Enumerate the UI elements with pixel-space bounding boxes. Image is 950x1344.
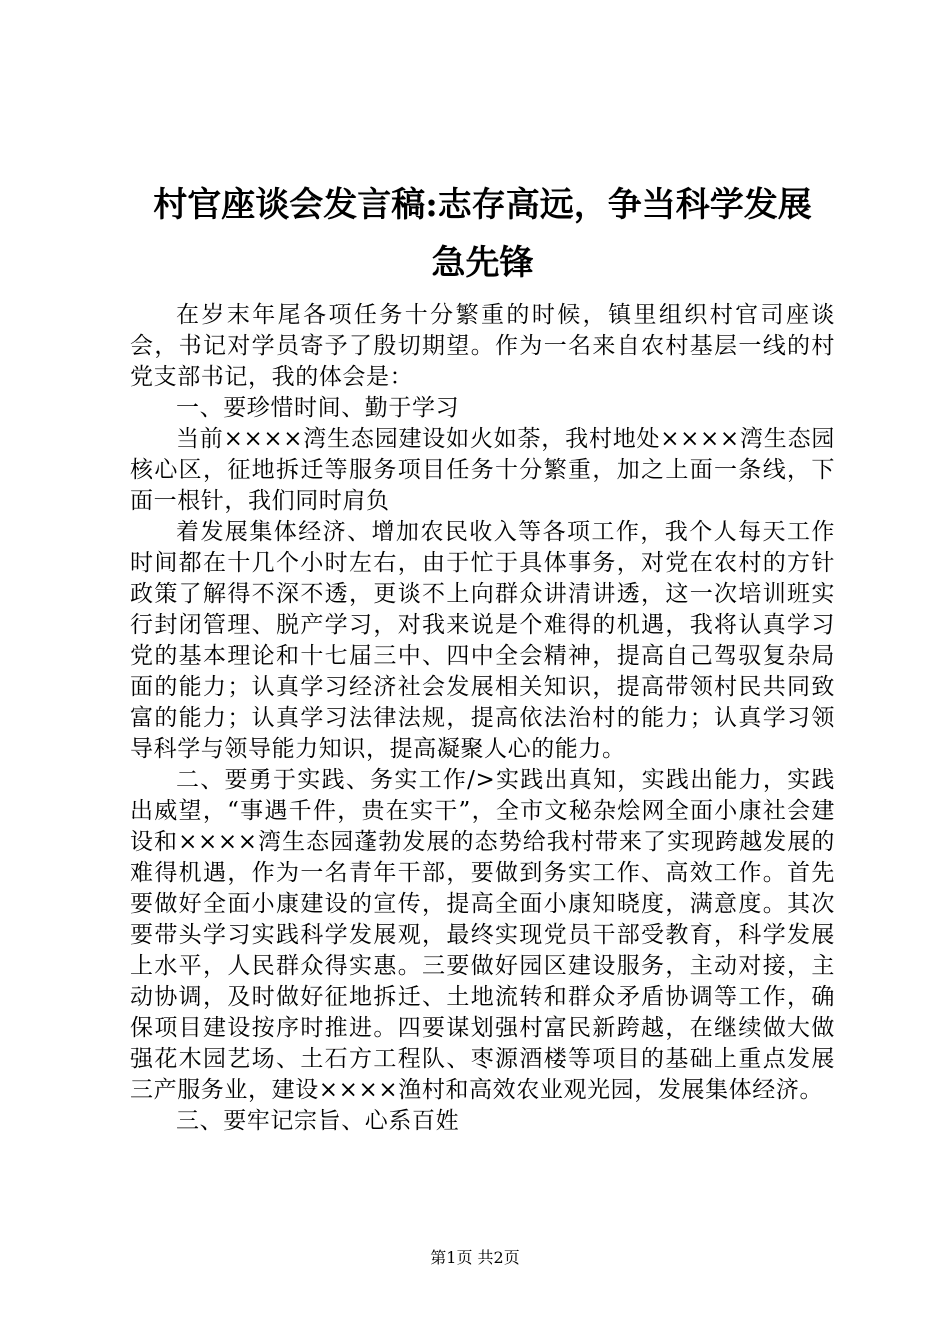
body-paragraph: 着发展集体经济、增加农民收入等各项工作，我个人每天工作时间都在十几个小时左右，由于忙于具体事务，对党在农村的方针政策了解得不深不透，更谈不上向群众讲清讲透，这一次培训班实行封闭管理、脱产学习，对我来说是个难得的机遇，我将认真学习党的基本理论和十七届三中、四中全会精神，提高自己驾驭复杂局面的能力；认真学习经济社会发展相关知识，提高带领村民共同致富的能力；认真学习法律法规，提高依法治村的能力；认真学习领导科学与领导能力知识，提高凝聚人心的能力。: [130, 519, 835, 762]
page-number-footer: 第1页 共2页: [430, 1248, 520, 1267]
title-line-1: 村官座谈会发言稿:志存高远，争当科学发展: [153, 185, 812, 225]
section-2-paragraph: 二、要勇于实践、务实工作/>实践出真知，实践出能力，实践出威望，“事遇千件，贵在实干”，全市文秘杂烩网全面小康社会建设和××××湾生态园蓬勃发展的态势给我村带来了实现跨越发展的难得机遇，作为一名青年干部，要做到务实工作、高效工作。首先要做好全面小康建设的宣传，提高全面小康知晓度，满意度。其次要带头学习实践科学发展观，最终实现党员干部受教育，科学发展上水平，人民群众得实惠。三要做好园区建设服务，主动对接，主动协调，及时做好征地拆迁、土地流转和群众矛盾协调等工作，确保项目建设按序时推进。四要谋划强村富民新跨越，在继续做大做强花木园艺场、土石方工程队、枣源酒楼等项目的基础上重点发展三产服务业，建设××××渔村和高效农业观光园，发展集体经济。: [130, 767, 835, 1103]
document-title: [130, 176, 835, 292]
body-paragraph: 当前××××湾生态园建设如火如荼，我村地处××××湾生态园核心区，征地拆迁等服务项目任务十分繁重，加之上面一条线，下面一根针，我们同时肩负: [130, 426, 835, 514]
section-heading-3: 三、要牢记宗旨、心系百姓: [176, 1108, 460, 1134]
section-heading-1: 一、要珍惜时间、勤于学习: [176, 395, 460, 421]
document-body: [130, 300, 835, 1137]
title-line-2: 急先锋: [431, 243, 534, 283]
intro-paragraph: 在岁末年尾各项任务十分繁重的时候，镇里组织村官司座谈会，书记对学员寄予了殷切期望。作为一名来自农村基层一线的村党支部书记，我的体会是：: [130, 302, 835, 390]
document-page: [130, 176, 835, 1137]
